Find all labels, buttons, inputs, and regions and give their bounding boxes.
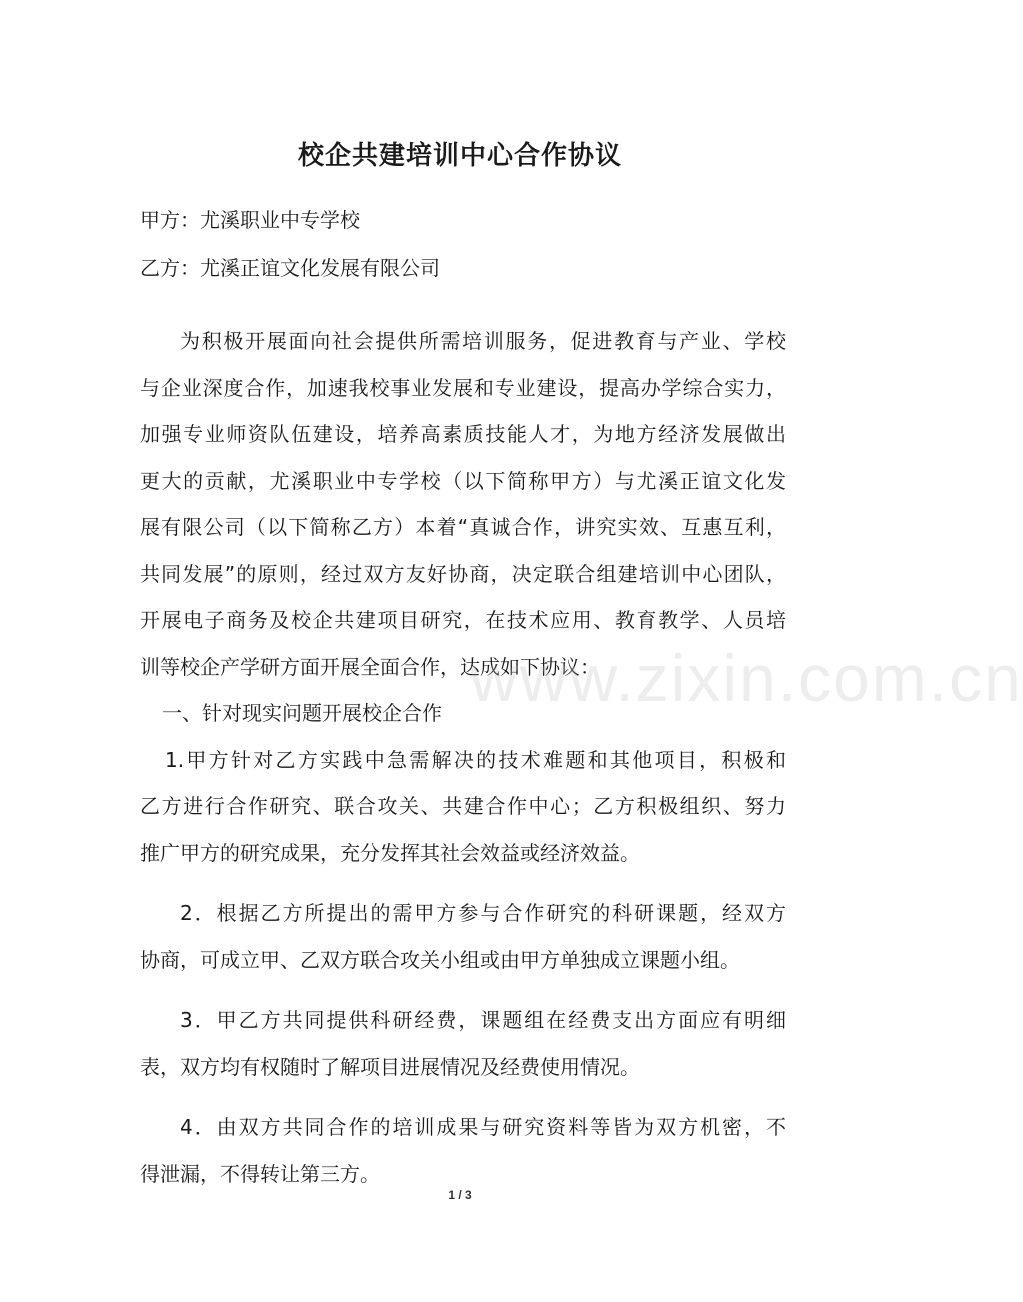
party-b: 乙方：尤溪正谊文化发展有限公司 (140, 256, 440, 280)
clause-line: 乙方进行合作研究、联合攻关、共建合作中心；乙方积极组织、努力 (140, 794, 786, 818)
intro-line: 展有限公司（以下简称乙方）本着“真诚合作，讲究实效、互惠互利， (140, 515, 786, 539)
intro-line: 与企业深度合作，加速我校事业发展和专业建设，提高办学综合实力， (140, 375, 786, 400)
agreement-body (140, 318, 786, 1197)
clause-line: 3．甲乙方共同提供科研经费，课题组在经费支出方面应有明细 (180, 1008, 786, 1032)
page-number: 1 / 3 (448, 1188, 472, 1202)
intro-line: 更大的贡献，尤溪职业中专学校（以下简称甲方）与尤溪正谊文化发 (140, 468, 786, 493)
party-a: 甲方：尤溪职业中专学校 (140, 208, 360, 232)
clause-line: 推广甲方的研究成果，充分发挥其社会效益或经济效益。 (140, 840, 640, 865)
intro-line: 加强专业师资队伍建设，培养高素质技能人才，为地方经济发展做出 (140, 422, 786, 446)
intro-line: 训等校企产学研方面开展全面合作，达成如下协议： (140, 654, 600, 679)
clause-line: 4．由双方共同合作的培训成果与研究资料等皆为双方机密，不 (180, 1115, 786, 1139)
section-heading: 一、针对现实问题开展校企合作 (162, 701, 442, 725)
clause-line: 表，双方均有权随时了解项目进展情况及经费使用情况。 (140, 1054, 640, 1079)
intro-line: 共同发展”的原则，经过双方友好协商，决定联合组建培训中心团队， (140, 561, 786, 586)
document-title: 校企共建培训中心合作协议 (297, 141, 622, 171)
watermark: www.zixin.com.cn (470, 641, 1023, 715)
intro-line: 开展电子商务及校企共建项目研究，在技术应用、教育教学、人员培 (140, 608, 786, 632)
clause-line: 2．根据乙方所提出的需甲方参与合作研究的科研课题，经双方 (180, 901, 786, 925)
clause-line: 得泄漏，不得转让第三方。 (140, 1161, 380, 1186)
intro-line: 为积极开展面向社会提供所需培训服务，促进教育与产业、学校 (180, 329, 786, 353)
clause-line: 协商，可成立甲、乙双方联合攻关小组或由甲方单独成立课题小组。 (140, 947, 740, 972)
clause-line: 1.甲方针对乙方实践中急需解决的技术难题和其他项目，积极和 (165, 747, 786, 772)
